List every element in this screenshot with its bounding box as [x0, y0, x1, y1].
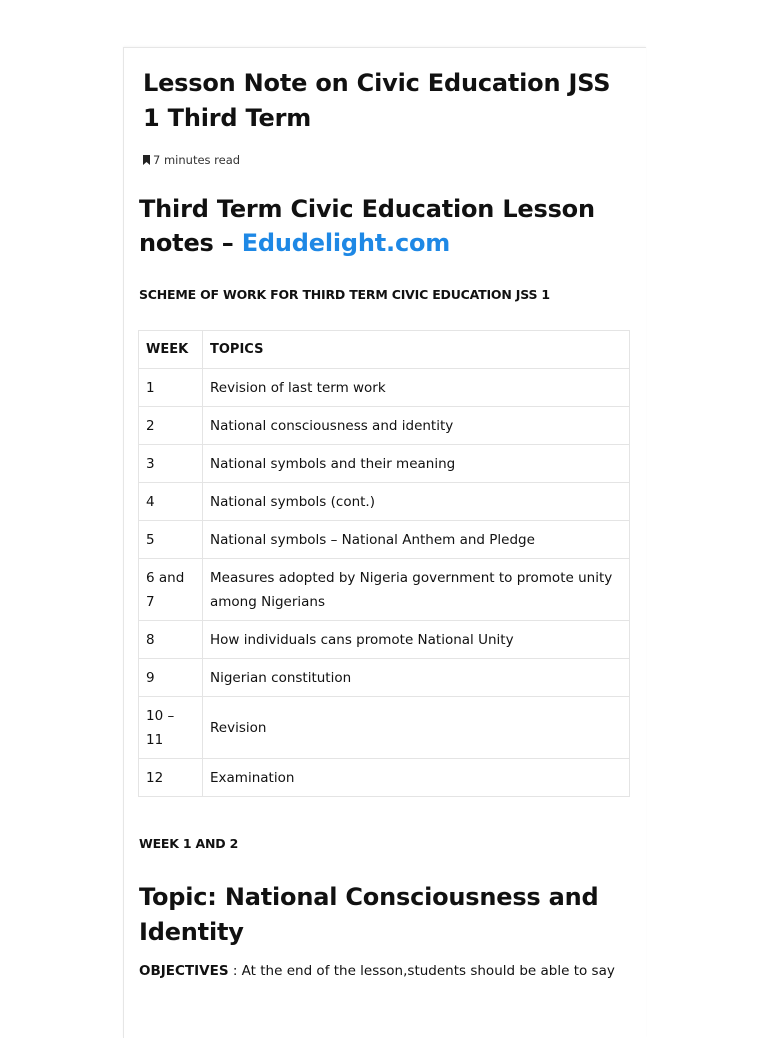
topic-cell: Revision [203, 697, 630, 759]
scheme-heading: SCHEME OF WORK FOR THIRD TERM CIVIC EDUCATION JSS 1 [139, 287, 550, 302]
table-row [139, 521, 630, 559]
table-header-row [139, 331, 630, 369]
read-time [143, 153, 240, 167]
week-cell: 2 [139, 407, 203, 445]
table-row [139, 483, 630, 521]
table-row [139, 621, 630, 659]
week-cell: 1 [139, 369, 203, 407]
article-title: Lesson Note on Civic Education JSS 1 Third Term [143, 69, 611, 132]
table-row [139, 445, 630, 483]
topic-cell: Revision of last term work [203, 369, 630, 407]
week-cell: 9 [139, 659, 203, 697]
topic-heading: Topic: National Consciousness and Identity [139, 883, 599, 946]
topic-cell: National symbols (cont.) [203, 483, 630, 521]
table-row [139, 697, 630, 759]
table-row [139, 559, 630, 621]
objectives-label: OBJECTIVES [139, 963, 229, 979]
header-topics: TOPICS [203, 331, 630, 369]
bookmark-icon [143, 155, 150, 165]
topic-cell: How individuals cans promote National Unity [203, 621, 630, 659]
week-cell: 6 and 7 [139, 559, 203, 621]
week-cell: 8 [139, 621, 203, 659]
scheme-table [138, 330, 630, 797]
subtitle-heading [139, 192, 619, 260]
topic-cell: National symbols and their meaning [203, 445, 630, 483]
topic-cell: National consciousness and identity [203, 407, 630, 445]
week-cell: 12 [139, 759, 203, 797]
objectives-paragraph [139, 963, 615, 979]
table-row [139, 407, 630, 445]
week-cell: 5 [139, 521, 203, 559]
week-heading: WEEK 1 AND 2 [139, 836, 239, 851]
week-cell: 3 [139, 445, 203, 483]
topic-cell: National symbols – National Anthem and Pledge [203, 521, 630, 559]
objectives-text: : At the end of the lesson,students should be able to say [228, 963, 615, 979]
edudelight-link[interactable]: Edudelight.com [241, 229, 451, 257]
topic-cell: Examination [203, 759, 630, 797]
week-cell: 10 – 11 [139, 697, 203, 759]
header-week: WEEK [139, 331, 203, 369]
table-row [139, 659, 630, 697]
subtitle-text: Third Term Civic Education Lesson notes – [139, 195, 595, 257]
week-cell: 4 [139, 483, 203, 521]
topic-cell: Nigerian constitution [203, 659, 630, 697]
topic-cell: Measures adopted by Nigeria government to promote unity among Nigerians [203, 559, 630, 621]
table-row [139, 759, 630, 797]
table-row [139, 369, 630, 407]
read-time-text: 7 minutes read [153, 153, 241, 167]
